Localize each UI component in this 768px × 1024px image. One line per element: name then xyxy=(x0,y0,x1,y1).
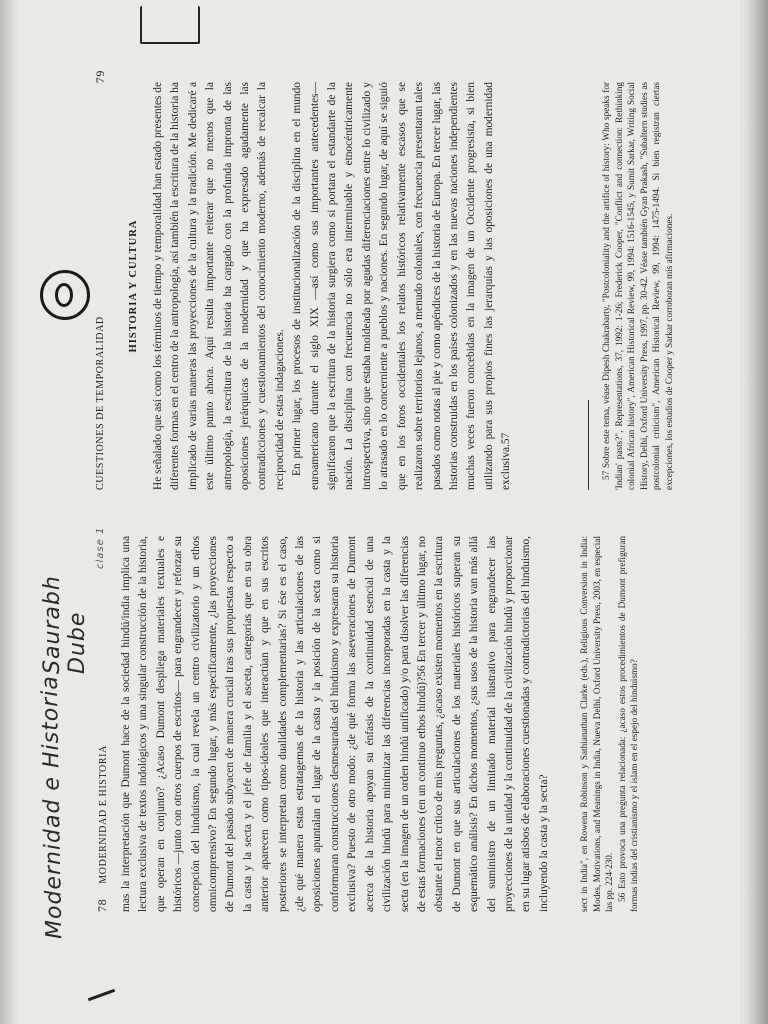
handwritten-author: Saurabh Dube xyxy=(40,575,90,674)
right-running-head-text: CUESTIONES DE TEMPORALIDAD xyxy=(95,316,106,490)
left-running-head-text: MODERNIDAD E HISTORIA xyxy=(98,745,109,884)
footnote-continuation: sect in India", en Rowena Robinson y Sathianathan Clarke (eds.), Religious Conversion in India: Modes, Motivations, and Meanings in India, Nueva Delhi, Oxford University Press, 2003, en especial las pp. 224-230. xyxy=(579,536,615,912)
right-running-head xyxy=(95,70,106,490)
handwritten-title: Modernidad e Historia xyxy=(37,674,68,940)
right-body-text xyxy=(150,82,516,490)
left-running-head xyxy=(95,532,110,912)
section-title: HISTORIA Y CULTURA xyxy=(128,219,139,353)
footnote-rule xyxy=(588,400,589,490)
right-page-number: 79 xyxy=(93,70,107,84)
right-paragraph-2: En primer lugar, los procesos de institucionalización de la disciplina en el mundo euroamericano durante el siglo XIX —así como sus importantes antecedentes— significaron que la escritura de la historia surgiera como si portara el estandarte de la nación. La disciplina con frecuencia no sólo era interminable y etnocéntricamente introspectiva, sino que estaba moldeada por agudas diferenciaciones entre lo civilizado y lo atrasado en lo concerniente a pueblos y naciones. En segundo lugar, de aquí se siguió que en los foros occidentales los relatos históricos relativamente escasos que se realizaron sobre territorios lejanos, a menudo coloniales, con frecuencia presentaran tales pasados como notas al pie y como apéndices de la historia de Europa. En tercer lugar, las historias construidas en los países colonizados y en las nuevas naciones independientes muchas veces fueron concebidas en la imagen de un Occidente progresista, si bien utilizando para sus propios fines las jerarquías y las oposiciones de una modernidad exclusiva.57 xyxy=(291,82,513,490)
handwritten-class-note: clase 1 xyxy=(95,526,106,569)
footnote-56: 56 Esto provoca una pregunta relacionada: ¿acaso estos procedimientos de Dumont prefiguran formas indias del cristianismo y el islam en el espejo del hinduismo? xyxy=(616,536,640,912)
handwritten-circle-mark xyxy=(40,270,90,320)
right-footnotes xyxy=(600,82,676,490)
margin-bracket-mark xyxy=(140,6,200,44)
left-page xyxy=(0,512,768,1024)
left-body-text xyxy=(118,536,553,912)
left-footnotes xyxy=(578,536,641,912)
footnote-57: 57 Sobre este tema, véase Dipesh Chakrabarty, "Postcoloniality and the artifice of history: Who speaks for 'Indian' pasts?", Representations, 37, 1992: 1-26; Frederick Cooper, "Conflict and connection: Rethinking colonial African history", American Historical Review, 99, 1994: 1516-1545, y Sumit Sarkar, Writing Social History, Delhi, Oxford University Press, 1997, pp. 30-42. Véase también Gyan Prakash, "Subaltern studies as postcolonial criticism", American Historical Review, 99, 1994: 1475-1494. Si bien registran ciertas excepciones, los estudios de Cooper y Sarkar corroboran mis afirmaciones. xyxy=(601,82,674,490)
left-page-number: 78 xyxy=(95,898,109,912)
left-paragraph: mas la interpretación que Dumont hace de la sociedad hindú/india implica una lectura exclusiva de textos indológicos y una singular construcción de la historia, que operan en conjunto? ¿Acaso Dumont despliega materiales textuales e históricos —junto con otros cuerpos de escritos— para engrandecer y reforzar su concepción del hinduismo, la cual revela un centro civilizatorio y un ethos omnicomprensivo? En segundo lugar, y más específicamente, ¿las proyecciones de Dumont del pasado subyacen de manera crucial tras sus propuestas respecto a la casta y la secta y el jefe de familia y el asceta, categorías que en su obra anterior aparecen como tipos-ideales que interactúan y que en sus escritos posteriores se interpretan como dualidades complementarias? Si ése es el caso, ¿de qué manera estas estratagemas de la historia y las articulaciones de las oposiciones apuntalan el lugar de la casta y la posición de la secta como si conformaran construcciones desmesuradas del hinduismo y expresaran su historia exclusiva? Puesto de otro modo: ¿de qué forma las aseveraciones de Dumont acerca de la historia apoyan su énfasis de la continuidad esencial de una civilización hindú para minimizar las diferencias incorporadas en la casta y la secta (en la imagen de un orden hindú unificado) y/o para disolver las diferencias de estas formaciones (en un continuo ethos hindú)?56 En tercer y último lugar, no obstante el tenor crítico de mis preguntas, ¿acaso existen momentos en la escritura de Dumont en que sus articulaciones de los materiales históricos superan su esquemático análisis? En dichos momentos, ¿sus usos de la historia van más allá del suministro de un limitado material ilustrativo para engrandecer las proyecciones de la unidad y la continuidad de la civilización hindú y proporcionar en su lugar atisbos de elaboraciones cuestionadas y contradictorias del hinduismo, incluyendo la casta y la secta? xyxy=(120,536,550,912)
right-paragraph-1: He señalado que así como los términos de tiempo y temporalidad han estado presentes de diferentes formas en el centro de la antropología, así también la escritura de la historia ha implicado de varias maneras las proyecciones de la cultura y la tradición. Me dedicaré a este último punto ahora. Aquí resulta importante reiterar que no menos que la antropología, la escritura de la historia ha cargado con la profunda impronta de las oposiciones jerárquicas de la modernidad y que ha expresado agudamente las contradicciones y cuestionamientos del conocimiento moderno, además de recalcar la reciprocidad de estas indagaciones. xyxy=(152,82,286,490)
pen-stroke-mark xyxy=(88,989,115,1001)
